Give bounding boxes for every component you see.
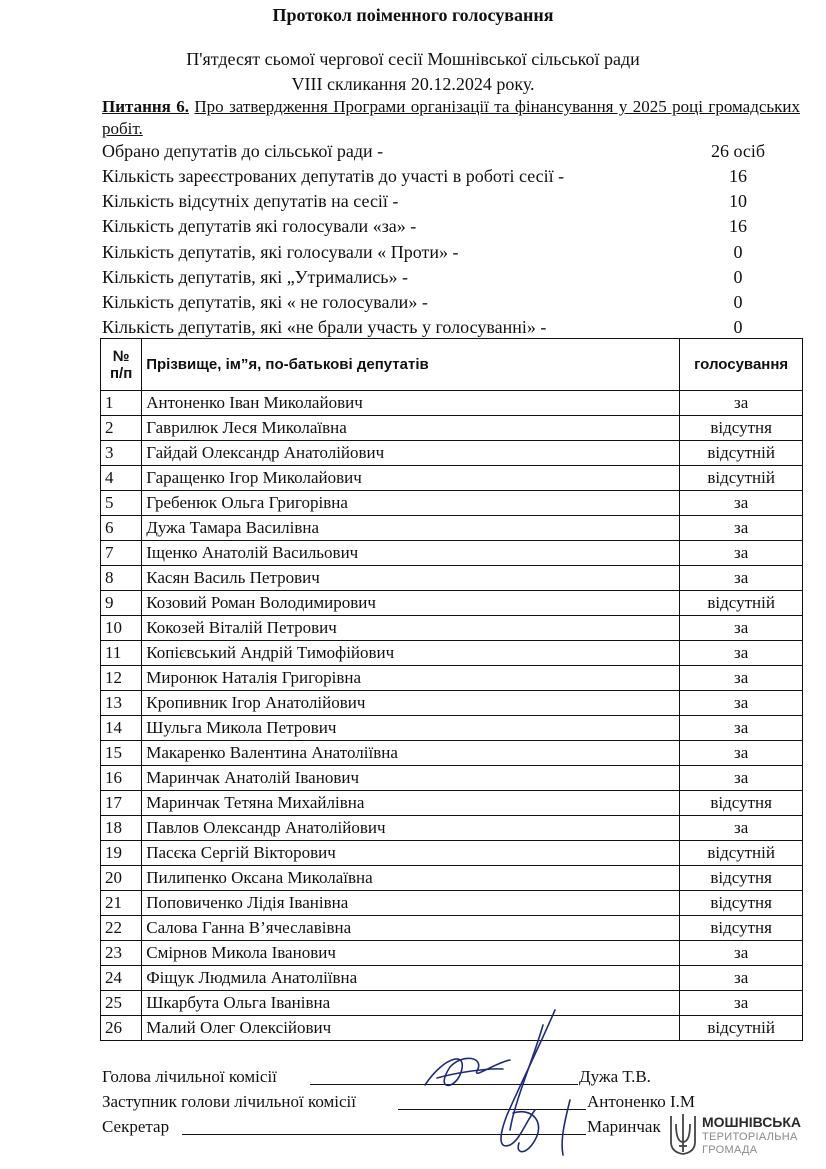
stat-label: Обрано депутатів до сільської ради -: [102, 141, 384, 161]
vote-result: відсутній: [680, 1016, 803, 1041]
table-row: [101, 391, 803, 416]
deputy-name: Шульга Микола Петрович: [142, 716, 680, 741]
row-number: 18: [101, 816, 142, 841]
stat-value: 0: [733, 267, 743, 287]
stat-value: 16: [729, 166, 747, 186]
stat-value: 26 осіб: [710, 141, 766, 161]
table-row: [101, 641, 803, 666]
trident-emblem-icon: [668, 1112, 698, 1158]
table-row: [101, 491, 803, 516]
deputy-name: Гаврилюк Леся Миколаївна: [142, 416, 680, 441]
table-row: [101, 616, 803, 641]
table-row: [101, 991, 803, 1016]
deputy-name: Маринчак Анатолій Іванович: [142, 766, 680, 791]
vote-result: відсутня: [680, 891, 803, 916]
table-row: [101, 766, 803, 791]
deputy-name: Касян Василь Петрович: [142, 566, 680, 591]
question-text: Про затвердження Програми організації та фінансування у 2025 році громадських робіт.: [102, 97, 801, 138]
stat-value: 10: [729, 191, 747, 211]
deputy-name: Іщенко Анатолій Васильович: [142, 541, 680, 566]
deputy-name: Дужа Тамара Василівна: [142, 516, 680, 541]
table-row: [101, 866, 803, 891]
deputy-chair-signature-line: [398, 1109, 586, 1110]
row-number: 2: [101, 416, 142, 441]
row-number: 19: [101, 841, 142, 866]
vote-result: відсутній: [680, 441, 803, 466]
chair-role: Голова лічильної комісії: [102, 1067, 277, 1086]
row-number: 10: [101, 616, 142, 641]
table-row: [101, 941, 803, 966]
row-number: 26: [101, 1016, 142, 1041]
vote-result: за: [680, 666, 803, 691]
vote-result: відсутня: [680, 416, 803, 441]
row-number: 1: [101, 391, 142, 416]
vote-result: відсутній: [680, 466, 803, 491]
stat-value: 16: [729, 216, 747, 236]
row-number: 9: [101, 591, 142, 616]
vote-result: за: [680, 691, 803, 716]
logo-line-1: МОШНІВСЬКА: [702, 1114, 802, 1130]
row-number: 15: [101, 741, 142, 766]
deputy-name: Миронюк Наталія Григорівна: [142, 666, 680, 691]
vote-result: за: [680, 716, 803, 741]
row-number: 11: [101, 641, 142, 666]
logo-line-2: ТЕРИТОРІАЛЬНА: [702, 1131, 798, 1143]
vote-result: за: [680, 391, 803, 416]
header-name: Прізвище, ім”я, по-батькові депутатів: [142, 339, 680, 391]
deputy-name: Кропивник Ігор Анатолійович: [142, 691, 680, 716]
deputy-name: Павлов Олександр Анатолійович: [142, 816, 680, 841]
row-number: 24: [101, 966, 142, 991]
chair-signature-line: [310, 1084, 578, 1085]
vote-result: відсутній: [680, 591, 803, 616]
deputy-name: Копієвський Андрій Тимофійович: [142, 641, 680, 666]
vote-result: за: [680, 566, 803, 591]
roll-call-table: [100, 338, 803, 1041]
row-number: 3: [101, 441, 142, 466]
secretary-signature-line: [182, 1134, 586, 1135]
deputy-name: Кокозей Віталій Петрович: [142, 616, 680, 641]
stat-value: 0: [733, 292, 743, 312]
row-number: 25: [101, 991, 142, 1016]
vote-result: за: [680, 641, 803, 666]
row-number: 21: [101, 891, 142, 916]
table-row: [101, 566, 803, 591]
table-row: [101, 891, 803, 916]
document-title: Протокол поіменного голосування: [272, 5, 554, 25]
stat-label: Кількість зареєстрованих депутатів до участі в роботі сесії -: [102, 166, 565, 186]
vote-result: за: [680, 616, 803, 641]
stat-label: Кількість депутатів, які „Утримались» -: [102, 267, 408, 287]
deputy-name: Фіщук Людмила Анатоліївна: [142, 966, 680, 991]
stat-label: Кількість депутатів, які « не голосували» -: [102, 292, 428, 312]
table-row: [101, 916, 803, 941]
table-row: [101, 791, 803, 816]
row-number: 16: [101, 766, 142, 791]
table-row: [101, 666, 803, 691]
vote-result: за: [680, 541, 803, 566]
table-header-row: [101, 339, 803, 391]
chair-name: Дужа Т.В.: [579, 1067, 651, 1086]
deputy-chair-name: Антоненко І.М: [587, 1092, 695, 1111]
stat-label: Кількість депутатів, які голосували « Проти» -: [102, 242, 459, 262]
deputy-name: Гребенюк Ольга Григорівна: [142, 491, 680, 516]
table-row: [101, 841, 803, 866]
row-number: 8: [101, 566, 142, 591]
deputy-name: Козовий Роман Володимирович: [142, 591, 680, 616]
deputy-name: Малий Олег Олексійович: [142, 1016, 680, 1041]
row-number: 5: [101, 491, 142, 516]
table-body: [101, 391, 803, 1041]
row-number: 13: [101, 691, 142, 716]
deputy-name: Маринчак Тетяна Михайлівна: [142, 791, 680, 816]
vote-result: відсутня: [680, 791, 803, 816]
secretary-role: Секретар: [102, 1117, 170, 1136]
table-row: [101, 691, 803, 716]
vote-result: за: [680, 941, 803, 966]
table-row: [101, 416, 803, 441]
vote-result: за: [680, 516, 803, 541]
header-number: № п/п: [101, 339, 142, 391]
table-row: [101, 741, 803, 766]
table-row: [101, 516, 803, 541]
row-number: 23: [101, 941, 142, 966]
table-row: [101, 1016, 803, 1041]
session-line: П'ятдесят сьомої чергової сесії Мошнівської сільської ради: [186, 49, 640, 69]
table-row: [101, 441, 803, 466]
row-number: 14: [101, 716, 142, 741]
logo-line-3: ГРОМАДА: [702, 1144, 758, 1156]
vote-result: за: [680, 491, 803, 516]
question-label: Питання 6.: [102, 97, 190, 116]
row-number: 6: [101, 516, 142, 541]
row-number: 7: [101, 541, 142, 566]
table-row: [101, 591, 803, 616]
stat-label: Кількість відсутніх депутатів на сесії -: [102, 191, 399, 211]
stat-label: Кількість депутатів, які «не брали участь у голосуванні» -: [102, 317, 547, 337]
stat-value: 0: [733, 242, 743, 262]
vote-result: відсутня: [680, 866, 803, 891]
stat-label: Кількість депутатів які голосували «за» -: [102, 216, 417, 236]
table-row: [101, 541, 803, 566]
deputy-name: Пасєка Сергій Вікторович: [142, 841, 680, 866]
deputy-name: Салова Ганна В’ячеславівна: [142, 916, 680, 941]
row-number: 12: [101, 666, 142, 691]
vote-result: за: [680, 816, 803, 841]
row-number: 17: [101, 791, 142, 816]
deputy-name: Макаренко Валентина Анатоліївна: [142, 741, 680, 766]
convocation-line: VIII скликання 20.12.2024 року.: [291, 74, 535, 94]
vote-result: відсутня: [680, 916, 803, 941]
table-row: [101, 466, 803, 491]
vote-result: за: [680, 766, 803, 791]
vote-result: за: [680, 966, 803, 991]
deputy-name: Антоненко Іван Миколайович: [142, 391, 680, 416]
agenda-question: [102, 96, 800, 140]
table-row: [101, 716, 803, 741]
deputy-name: Смірнов Микола Іванович: [142, 941, 680, 966]
stat-value: 0: [733, 317, 743, 337]
vote-result: за: [680, 991, 803, 1016]
header-vote: голосування: [680, 339, 803, 391]
deputy-chair-role: Заступник голови лічильної комісії: [102, 1092, 357, 1111]
row-number: 20: [101, 866, 142, 891]
deputy-name: Поповиченко Лідія Іванівна: [142, 891, 680, 916]
deputy-name: Пилипенко Оксана Миколаївна: [142, 866, 680, 891]
vote-result: відсутній: [680, 841, 803, 866]
vote-result: за: [680, 741, 803, 766]
row-number: 22: [101, 916, 142, 941]
secretary-name: Маринчак: [587, 1117, 661, 1136]
table-row: [101, 966, 803, 991]
row-number: 4: [101, 466, 142, 491]
community-logo: [668, 1112, 818, 1162]
deputy-name: Гаращенко Ігор Миколайович: [142, 466, 680, 491]
deputy-name: Гайдай Олександр Анатолійович: [142, 441, 680, 466]
deputy-name: Шкарбута Ольга Іванівна: [142, 991, 680, 1016]
table-row: [101, 816, 803, 841]
